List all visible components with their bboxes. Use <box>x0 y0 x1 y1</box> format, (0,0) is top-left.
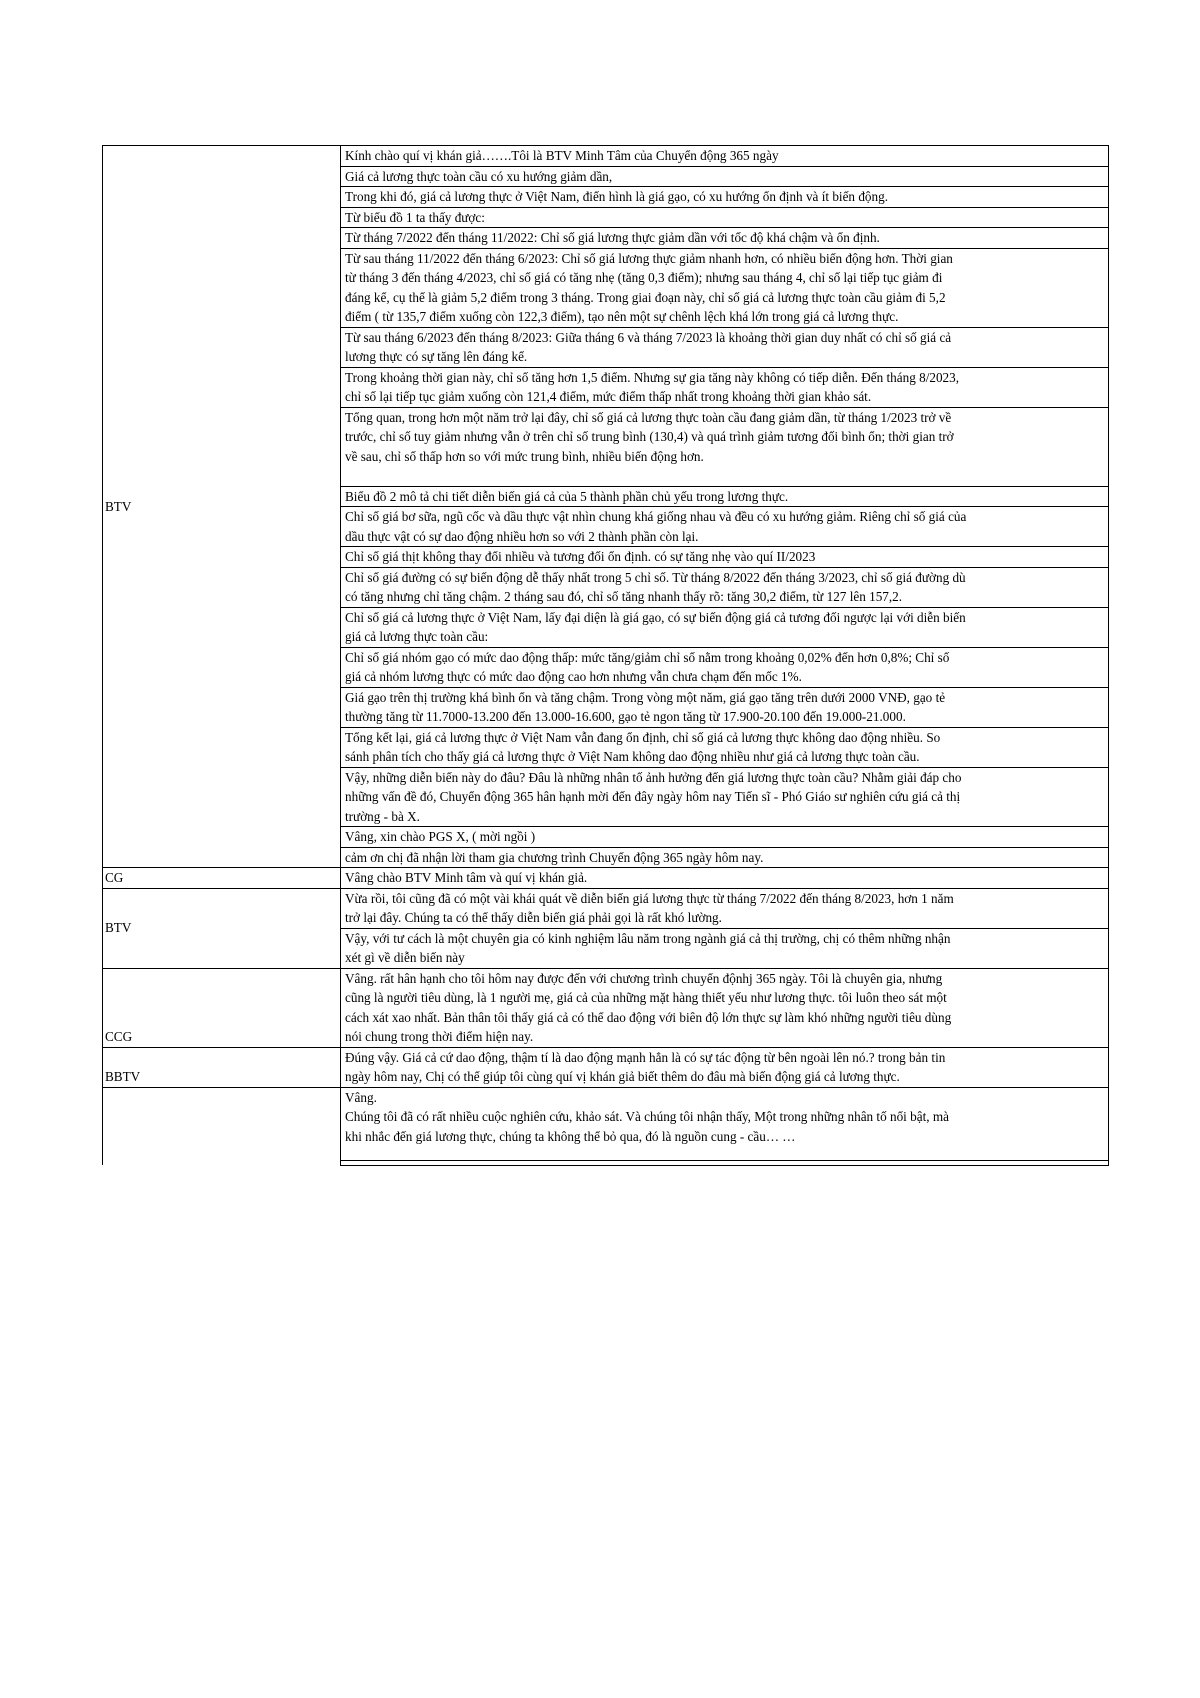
speaker-cell <box>103 968 341 1047</box>
dialogue-line: Chỉ số giá bơ sữa, ngũ cốc và dầu thực vật nhìn chung khá giống nhau và đều có xu hướng giảm. Riêng chỉ số giá của <box>345 509 967 524</box>
dialogue-cell <box>341 228 1109 249</box>
dialogue-cell <box>341 888 1109 928</box>
dialogue-cell <box>341 767 1109 827</box>
table-row <box>103 868 1109 889</box>
dialogue-cell <box>341 727 1109 767</box>
dialogue-cell <box>341 146 1109 167</box>
dialogue-line: cảm ơn chị đã nhận lời tham gia chương trình Chuyển động 365 ngày hôm nay. <box>345 849 764 865</box>
speaker-label: BTV <box>105 920 132 936</box>
speaker-cell <box>103 1047 341 1087</box>
dialogue-cell <box>341 248 1109 327</box>
dialogue-line: Từ biểu đồ 1 ta thấy được: <box>345 209 485 225</box>
dialogue-line: Biểu đồ 2 mô tả chi tiết diễn biến giá cả của 5 thành phần chủ yếu trong lương thực. <box>345 488 789 504</box>
speaker-cell <box>103 868 341 889</box>
dialogue-line: giá cả lương thực toàn cầu: <box>345 629 489 644</box>
dialogue-cell <box>341 207 1109 228</box>
speaker-cell <box>103 888 341 968</box>
dialogue-line: những vấn đề đó, Chuyển động 365 hân hạnh mời đến đây ngày hôm nay Tiến sĩ - Phó Giáo sư nghiên cứu giá cả thị <box>345 789 961 804</box>
dialogue-line: Giá gạo trên thị trường khá bình ổn và tăng chậm. Trong vòng một năm, giá gạo tăng trên dưới 2000 VNĐ, gạo tẻ <box>345 689 946 705</box>
dialogue-line: ngày hôm nay, Chị có thể giúp tôi cùng quí vị khán giả biết thêm do đâu mà biến động giá cả lương thực. <box>345 1069 900 1084</box>
dialogue-line: cách xát xao nhất. Bản thân tôi thấy giá cả có thể dao động với biên độ lớn thực sự làm khó những người tiêu dùng <box>345 1009 952 1025</box>
dialogue-line: Chỉ số giá nhóm gạo có mức dao động thấp: mức tăng/giảm chỉ số nằm trong khoảng 0,02% đến hơn 0,8%; Chỉ số <box>345 649 950 665</box>
dialogue-line: chỉ số lại tiếp tục giảm xuống còn 121,4 điểm, mức điểm thấp nhất trong khoảng thời gian khảo sát. <box>345 389 872 404</box>
dialogue-line: nói chung trong thời điểm hiện nay. <box>345 1029 534 1044</box>
table-row <box>103 888 1109 928</box>
script-table <box>102 145 1109 1166</box>
dialogue-cell <box>341 1087 1109 1160</box>
dialogue-cell <box>341 327 1109 367</box>
dialogue-line: Trong khi đó, giá cả lương thực ở Việt Nam, điển hình là giá gạo, có xu hướng ổn định và ít biến động. <box>345 189 888 204</box>
speaker-label: CCG <box>105 1029 133 1044</box>
dialogue-line: có tăng nhưng chỉ tăng chậm. 2 tháng sau đó, chỉ số tăng nhanh thấy rõ: tăng 30,2 điểm, từ 127 lên 157,2. <box>345 589 903 604</box>
dialogue-cell <box>341 547 1109 568</box>
dialogue-cell <box>341 1047 1109 1087</box>
dialogue-line: Từ sau tháng 11/2022 đến tháng 6/2023: Chỉ số giá lương thực giảm nhanh hơn, có nhiều biến động hơn. Thời gian <box>345 250 953 266</box>
dialogue-line: Từ tháng 7/2022 đến tháng 11/2022: Chỉ số giá lương thực giảm dần với tốc độ khá chậm và ổn định. <box>345 230 880 245</box>
speaker-label: BTV <box>105 498 132 514</box>
speaker-label: BBTV <box>105 1069 141 1084</box>
dialogue-cell <box>341 607 1109 647</box>
dialogue-cell <box>341 1160 1109 1165</box>
table-row <box>103 1087 1109 1160</box>
dialogue-line: Chỉ số giá cả lương thực ở Việt Nam, lấy đại diện là giá gạo, có sự biến động giá cả tương đối ngược lại với diễn biến <box>345 609 966 625</box>
speaker-cell <box>103 146 341 868</box>
dialogue-line: cũng là người tiêu dùng, là 1 người mẹ, giá cả của những mặt hàng thiết yếu như lương thực. tôi luôn theo sát một <box>345 990 947 1005</box>
dialogue-line: về sau, chỉ số thấp hơn so với mức trung bình, nhiều biến động hơn. <box>345 448 704 464</box>
dialogue-line: Vâng. <box>345 1089 377 1105</box>
dialogue-line: thường tăng từ 11.7000-13.200 đến 13.000-16.600, gạo tẻ ngon tăng từ 17.900-20.100 đến 19.000-21.000. <box>345 709 906 724</box>
dialogue-line: giá cả nhóm lương thực có mức dao động cao hơn nhưng vẫn chưa chạm đến mốc 1%. <box>345 669 802 684</box>
dialogue-line: Vâng, xin chào PGS X, ( mời ngồi ) <box>345 829 536 844</box>
dialogue-line: Từ sau tháng 6/2023 đến tháng 8/2023: Giữa tháng 6 và tháng 7/2023 là khoảng thời gian duy nhất có chỉ số giá cả <box>345 329 952 345</box>
dialogue-cell <box>341 928 1109 968</box>
dialogue-line: trường - bà X. <box>345 808 420 824</box>
dialogue-line: Chỉ số giá thịt không thay đổi nhiều và tương đối ổn định. có sự tăng nhẹ vào quí II/2023 <box>345 549 816 564</box>
dialogue-cell <box>341 647 1109 687</box>
dialogue-line: lương thực có sự tăng lên đáng kể. <box>345 349 528 364</box>
dialogue-cell <box>341 827 1109 848</box>
dialogue-line: Kính chào quí vị khán giả…….Tôi là BTV Minh Tâm của Chuyển động 365 ngày <box>345 148 779 163</box>
dialogue-cell <box>341 166 1109 187</box>
table-row <box>103 968 1109 1047</box>
dialogue-line: trở lại đây. Chúng ta có thể thấy diễn biến giá phải gọi là rất khó lường. <box>345 910 722 925</box>
dialogue-line: Giá cả lương thực toàn cầu có xu hướng giảm dần, <box>345 168 613 184</box>
dialogue-line: Chỉ số giá đường có sự biến động dễ thấy nhất trong 5 chỉ số. Từ tháng 8/2022 đến tháng 3/2023, chỉ số giá đường dù <box>345 569 966 585</box>
dialogue-line: Vâng chào BTV Minh tâm và quí vị khán giả. <box>345 870 588 885</box>
dialogue-line: Chúng tôi đã có rất nhiều cuộc nghiên cứu, khảo sát. Và chúng tôi nhận thấy, Một trong những nhân tố nổi bật, mà <box>345 1109 949 1124</box>
dialogue-line: sánh phân tích cho thấy giá cả lương thực ở Việt Nam không dao động nhiều như giá cả lương thực toàn cầu. <box>345 749 920 764</box>
dialogue-cell <box>341 486 1109 507</box>
dialogue-line: Tổng kết lại, giá cả lương thực ở Việt Nam vẫn đang ổn định, chỉ số giá cả lương thực không dao động nhiều. So <box>345 729 941 745</box>
dialogue-cell <box>341 407 1109 486</box>
dialogue-cell <box>341 847 1109 868</box>
dialogue-line: Vừa rồi, tôi cũng đã có một vài khái quát về diễn biến giá lương thực từ tháng 7/2022 đến tháng 8/2023, hơn 1 năm <box>345 890 954 906</box>
dialogue-line: Đúng vậy. Giá cả cứ dao động, thậm tí là dao động mạnh hẳn là có sự tác động từ bên ngoài lên nó.? trong bản tin <box>345 1049 946 1065</box>
dialogue-line: trước, chỉ số tuy giảm nhưng vẫn ở trên chỉ số trung bình (130,4) và quá trình giảm tương đối bình ổn; thời gian trở <box>345 429 954 444</box>
dialogue-line: Trong khoảng thời gian này, chỉ số tăng hơn 1,5 điểm. Nhưng sự gia tăng này không có tiếp diễn. Đến tháng 8/2023, <box>345 369 960 385</box>
dialogue-cell <box>341 868 1109 889</box>
dialogue-line: Vâng. rất hân hạnh cho tôi hôm nay được đến với chương trình chuyển độnhj 365 ngày. Tôi là chuyên gia, nhưng <box>345 970 943 986</box>
table-row <box>103 1047 1109 1087</box>
dialogue-line: điểm ( từ 135,7 điểm xuống còn 122,3 điểm), tạo nên một sự chênh lệch khá lớn trong giá cả lương thực. <box>345 309 899 324</box>
speaker-label: CG <box>105 870 124 885</box>
dialogue-line: Vậy, những diễn biến này do đâu? Đâu là những nhân tố ảnh hưởng đến giá lương thực toàn cầu? Nhằm giải đáp cho <box>345 769 962 785</box>
dialogue-cell <box>341 687 1109 727</box>
dialogue-line: đáng kể, cụ thể là giảm 5,2 điểm trong 3 tháng. Trong giai đoạn này, chỉ số giá cả lương thực toàn cầu giảm đi 5,2 <box>345 289 946 305</box>
dialogue-line: Vậy, với tư cách là một chuyên gia có kinh nghiệm lâu năm trong ngành giá cả thị trường, chị có thêm những nhận <box>345 930 951 946</box>
dialogue-line: xét gì về diễn biến này <box>345 950 465 965</box>
dialogue-cell <box>341 968 1109 1047</box>
dialogue-line: khi nhắc đến giá lương thực, chúng ta không thể bỏ qua, đó là nguồn cung - cầu… … <box>345 1128 796 1144</box>
speaker-cell <box>103 1087 341 1165</box>
dialogue-cell <box>341 507 1109 547</box>
dialogue-line: dầu thực vật có sự dao động nhiều hơn so với 2 thành phần còn lại. <box>345 528 699 544</box>
dialogue-cell <box>341 567 1109 607</box>
dialogue-line: Tổng quan, trong hơn một năm trở lại đây, chỉ số giá cả lương thực toàn cầu đang giảm dần, từ tháng 1/2023 trở về <box>345 409 952 425</box>
table-row <box>103 146 1109 167</box>
dialogue-line: từ tháng 3 đến tháng 4/2023, chỉ số giá có tăng nhẹ (tăng 0,3 điểm); nhưng sau tháng 4, chỉ số lại tiếp tục giảm đi <box>345 270 943 285</box>
dialogue-cell <box>341 367 1109 407</box>
dialogue-cell <box>341 187 1109 208</box>
